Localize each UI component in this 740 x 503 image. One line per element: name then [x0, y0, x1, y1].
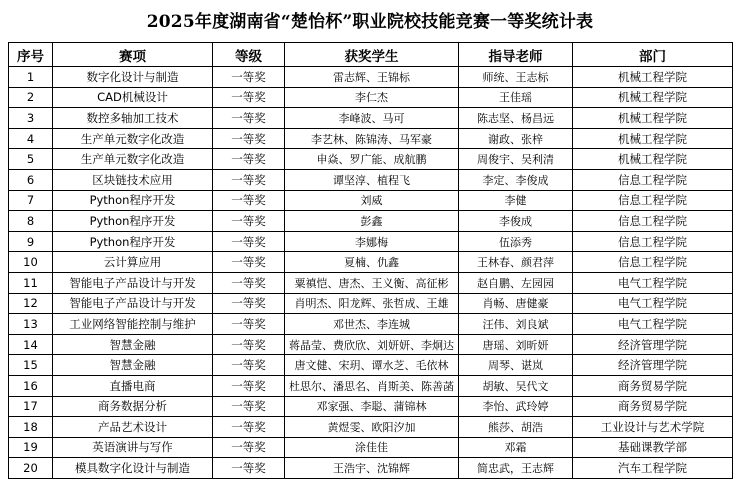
cell-event: Python程序开发: [53, 231, 213, 252]
cell-event: 智慧金融: [53, 334, 213, 355]
cell-department: 机械工程学院: [573, 67, 733, 88]
cell-students: 李娜梅: [285, 231, 459, 252]
cell-department: 基础课教学部: [573, 437, 733, 458]
cell-department: 电气工程学院: [573, 314, 733, 335]
table-row: [9, 293, 733, 314]
cell-teachers: 李怡、武玲婷: [459, 396, 573, 417]
cell-event: 产品艺术设计: [53, 417, 213, 438]
table-row: [9, 272, 733, 293]
cell-level: 一等奖: [213, 149, 285, 170]
cell-index: 5: [9, 149, 53, 170]
cell-students: 杜思尔、潘思名、肖斯美、陈善菡: [285, 375, 459, 396]
cell-index: 8: [9, 211, 53, 232]
cell-level: 一等奖: [213, 231, 285, 252]
table-row: [9, 128, 733, 149]
cell-students: 申焱、罗广能、成航鹏: [285, 149, 459, 170]
cell-level: 一等奖: [213, 375, 285, 396]
cell-teachers: 唐瑶、刘昕妍: [459, 334, 573, 355]
cell-event: 生产单元数字化改造: [53, 128, 213, 149]
cell-teachers: 简忠武，王志辉: [459, 458, 573, 479]
table-row: [9, 334, 733, 355]
cell-event: 智能电子产品设计与开发: [53, 293, 213, 314]
cell-index: 1: [9, 67, 53, 88]
table-row: [9, 252, 733, 273]
cell-teachers: 谢政、张梓: [459, 128, 573, 149]
cell-level: 一等奖: [213, 396, 285, 417]
cell-level: 一等奖: [213, 355, 285, 376]
cell-index: 19: [9, 437, 53, 458]
cell-index: 18: [9, 417, 53, 438]
cell-teachers: 伍添秀: [459, 231, 573, 252]
cell-students: 夏楠、仇鑫: [285, 252, 459, 273]
cell-level: 一等奖: [213, 334, 285, 355]
cell-students: 肖明杰、阳龙辉、张哲成、王雄: [285, 293, 459, 314]
cell-teachers: 周琴、谌岚: [459, 355, 573, 376]
table-row: [9, 87, 733, 108]
cell-event: 模具数字化设计与制造: [53, 458, 213, 479]
header-index: 序号: [9, 43, 53, 67]
cell-index: 12: [9, 293, 53, 314]
table-row: [9, 67, 733, 88]
cell-level: 一等奖: [213, 108, 285, 129]
table-row: [9, 458, 733, 479]
cell-teachers: 赵自鹏、左园园: [459, 272, 573, 293]
cell-students: 涂佳佳: [285, 437, 459, 458]
cell-event: 区块链技术应用: [53, 169, 213, 190]
cell-level: 一等奖: [213, 67, 285, 88]
cell-event: 数控多轴加工技术: [53, 108, 213, 129]
cell-level: 一等奖: [213, 190, 285, 211]
award-table: [8, 42, 733, 479]
cell-students: 唐文健、宋玥、谭水芝、毛依林: [285, 355, 459, 376]
cell-department: 商务贸易学院: [573, 375, 733, 396]
cell-teachers: 王林春、颜君萍: [459, 252, 573, 273]
cell-department: 汽车工程学院: [573, 458, 733, 479]
table-row: [9, 211, 733, 232]
cell-department: 经济管理学院: [573, 355, 733, 376]
cell-department: 信息工程学院: [573, 169, 733, 190]
cell-index: 16: [9, 375, 53, 396]
cell-students: 李艺林、陈锦涛、马军豪: [285, 128, 459, 149]
cell-department: 工业设计与艺术学院: [573, 417, 733, 438]
cell-level: 一等奖: [213, 87, 285, 108]
cell-level: 一等奖: [213, 211, 285, 232]
cell-level: 一等奖: [213, 437, 285, 458]
table-row: [9, 149, 733, 170]
cell-index: 20: [9, 458, 53, 479]
cell-students: 雷志辉、王锦标: [285, 67, 459, 88]
table-body: [9, 67, 733, 479]
cell-department: 信息工程学院: [573, 252, 733, 273]
header-level: 等级: [213, 43, 285, 67]
cell-teachers: 李俊成: [459, 211, 573, 232]
cell-students: 蒋晶莹、费欣欣、刘妍妍、李炯达: [285, 334, 459, 355]
cell-index: 10: [9, 252, 53, 273]
cell-event: 英语演讲与写作: [53, 437, 213, 458]
table-header-row: [9, 43, 733, 67]
cell-teachers: 师统、王志标: [459, 67, 573, 88]
cell-students: 邓世杰、李连城: [285, 314, 459, 335]
table-row: [9, 190, 733, 211]
cell-event: 云计算应用: [53, 252, 213, 273]
cell-department: 电气工程学院: [573, 272, 733, 293]
cell-level: 一等奖: [213, 314, 285, 335]
table-row: [9, 375, 733, 396]
cell-department: 电气工程学院: [573, 293, 733, 314]
cell-teachers: 陈志坚、杨昌远: [459, 108, 573, 129]
cell-students: 黄煜雯、欧阳汐加: [285, 417, 459, 438]
header-department: 部门: [573, 43, 733, 67]
cell-index: 9: [9, 231, 53, 252]
cell-event: 商务数据分析: [53, 396, 213, 417]
cell-students: 彭鑫: [285, 211, 459, 232]
table-row: [9, 314, 733, 335]
cell-index: 15: [9, 355, 53, 376]
table-row: [9, 231, 733, 252]
cell-event: 直播电商: [53, 375, 213, 396]
cell-department: 信息工程学院: [573, 211, 733, 232]
document-title: 2025年度湖南省“楚怡杯”职业院校技能竞赛一等奖统计表: [146, 12, 594, 32]
table-row: [9, 437, 733, 458]
cell-students: 刘威: [285, 190, 459, 211]
cell-students: 王浩宇、沈锦辉: [285, 458, 459, 479]
header-event: 赛项: [53, 43, 213, 67]
table-row: [9, 108, 733, 129]
cell-event: Python程序开发: [53, 190, 213, 211]
cell-students: 李仁杰: [285, 87, 459, 108]
cell-department: 经济管理学院: [573, 334, 733, 355]
cell-level: 一等奖: [213, 252, 285, 273]
cell-level: 一等奖: [213, 417, 285, 438]
cell-teachers: 胡敏、吴代文: [459, 375, 573, 396]
cell-event: 智慧金融: [53, 355, 213, 376]
cell-department: 机械工程学院: [573, 128, 733, 149]
cell-event: Python程序开发: [53, 211, 213, 232]
cell-teachers: 汪伟、刘良斌: [459, 314, 573, 335]
header-teachers: 指导老师: [459, 43, 573, 67]
cell-teachers: 周俊宇、吴利清: [459, 149, 573, 170]
cell-index: 17: [9, 396, 53, 417]
cell-teachers: 邓霜: [459, 437, 573, 458]
table-row: [9, 396, 733, 417]
cell-students: 粟禛恺、唐杰、王义衡、高征彬: [285, 272, 459, 293]
header-students: 获奖学生: [285, 43, 459, 67]
cell-level: 一等奖: [213, 128, 285, 149]
cell-level: 一等奖: [213, 458, 285, 479]
cell-event: CAD机械设计: [53, 87, 213, 108]
cell-students: 李峰波、马可: [285, 108, 459, 129]
cell-event: 工业网络智能控制与维护: [53, 314, 213, 335]
cell-event: 生产单元数字化改造: [53, 149, 213, 170]
cell-teachers: 肖畅、唐健豪: [459, 293, 573, 314]
cell-department: 商务贸易学院: [573, 396, 733, 417]
cell-event: 智能电子产品设计与开发: [53, 272, 213, 293]
cell-teachers: 熊莎、胡浩: [459, 417, 573, 438]
cell-index: 7: [9, 190, 53, 211]
cell-teachers: 李健: [459, 190, 573, 211]
cell-level: 一等奖: [213, 293, 285, 314]
cell-department: 信息工程学院: [573, 190, 733, 211]
cell-department: 机械工程学院: [573, 149, 733, 170]
cell-level: 一等奖: [213, 169, 285, 190]
table-row: [9, 169, 733, 190]
cell-students: 邓家强、李聪、蒲锦林: [285, 396, 459, 417]
cell-index: 2: [9, 87, 53, 108]
cell-index: 11: [9, 272, 53, 293]
cell-department: 机械工程学院: [573, 87, 733, 108]
cell-department: 信息工程学院: [573, 231, 733, 252]
table-row: [9, 417, 733, 438]
cell-teachers: 李定、李俊成: [459, 169, 573, 190]
cell-index: 3: [9, 108, 53, 129]
cell-index: 14: [9, 334, 53, 355]
cell-event: 数字化设计与制造: [53, 67, 213, 88]
cell-index: 6: [9, 169, 53, 190]
cell-index: 13: [9, 314, 53, 335]
table-row: [9, 355, 733, 376]
cell-teachers: 王佳瑶: [459, 87, 573, 108]
cell-department: 机械工程学院: [573, 108, 733, 129]
cell-index: 4: [9, 128, 53, 149]
cell-students: 谭坚淳、植程飞: [285, 169, 459, 190]
cell-level: 一等奖: [213, 272, 285, 293]
